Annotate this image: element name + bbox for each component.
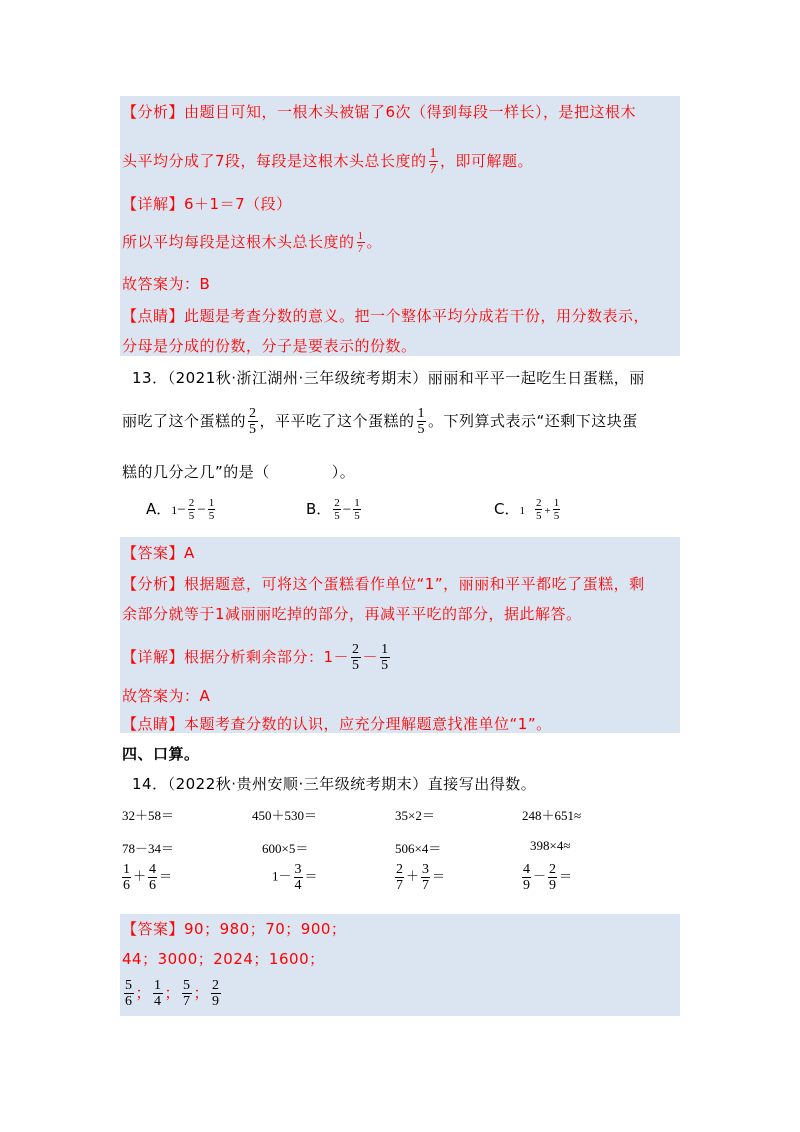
calc-r1c3: 35×2＝ xyxy=(395,808,435,823)
q14-answer-line3: $\frac{5}{6}$ ； $\frac{1}{4}$ ； $\frac{5}{7}$ ； $\frac{2}{9}$ xyxy=(125,978,220,1009)
q12-comment-line1: 【点睛】此题是考查分数的意义。把一个整体平均分成若干份，用分数表示， xyxy=(122,307,650,325)
calc-r3c3: $\frac{2}{7}$ ＋ $\frac{3}{7}$ ＝ xyxy=(396,862,446,893)
calc-r1c2: 450＋530＝ xyxy=(252,808,318,823)
calc-r3c1: $\frac{1}{6}$ ＋ $\frac{4}{6}$ ＝ xyxy=(123,862,173,893)
q12-so-line: 所以平均每段是这根木头总长度的 $\frac{1}{7}$ 。 xyxy=(122,230,383,255)
fraction-1-7: $\frac{1}{7}$ xyxy=(429,146,438,177)
q13-analysis-line2: 余部分就等于1减丽丽吃掉的部分，再减平平吃的部分，据此解答。 xyxy=(122,605,582,623)
q12-comment-line2: 分母是分成的份数，分子是要表示的份数。 xyxy=(122,337,417,355)
q12-detail: 【详解】6＋1＝7（段） xyxy=(122,195,292,213)
q13-analysis-line1: 【分析】根据题意，可将这个蛋糕看作单位“1”，丽丽和平平都吃了蛋糕，剩 xyxy=(122,575,645,593)
q13-comment: 【点睛】本题考查分数的认识，应充分理解题意找准单位“1”。 xyxy=(122,715,552,733)
q12-answer: 故答案为：B xyxy=(122,275,211,293)
option-b: B． $\frac{2}{5}$ − $\frac{1}{5}$ xyxy=(306,497,360,522)
calc-r1c4: 248＋651≈ xyxy=(522,808,582,823)
q13-question-line3: 糕的几分之几”的是（ ）。 xyxy=(122,463,356,481)
q13-detail: 【详解】根据分析剩余部分：1－ $\frac{2}{5}$ － $\frac{1}{5}$ xyxy=(122,642,389,673)
calc-r3c2: 1－ $\frac{3}{4}$ ＝ xyxy=(272,862,318,893)
calc-r2c1: 78－34＝ xyxy=(122,841,175,856)
calc-r2c2: 600×5＝ xyxy=(262,841,309,856)
q13-answer-label: 【答案】A xyxy=(122,544,195,562)
calc-r2c3: 506×4＝ xyxy=(395,841,442,856)
section-heading: 四、口算。 xyxy=(122,745,200,763)
q13-question-line2: 丽吃了这个蛋糕的 $\frac{2}{5}$ ，平平吃了这个蛋糕的 $\frac{1}{5}$ 。下列算式表示“还剩下这块蛋 xyxy=(122,406,638,437)
calc-r2c4: 398×4≈ xyxy=(530,838,571,853)
q14-answer-line1: 【答案】90；980；70；900； xyxy=(122,920,347,938)
q13-answer: 故答案为：A xyxy=(122,687,211,705)
calc-r3c4: $\frac{4}{9}$ － $\frac{2}{9}$ ＝ xyxy=(523,862,573,893)
q14-question: 14．（2022秋·贵州安顺·三年级统考期末）直接写出得数。 xyxy=(132,775,537,793)
calc-r1c1: 32＋58＝ xyxy=(122,808,175,823)
option-c: C．1 $\frac{2}{5}$ + $\frac{1}{5}$ xyxy=(494,497,560,522)
q12-analysis-line2: 头平均分成了7段，每段是这根木头总长度的 $\frac{1}{7}$ ，即可解题。 xyxy=(122,146,534,177)
q12-analysis-line1: 【分析】由题目可知，一根木头被锯了6次（得到每段一样长），是把这根木 xyxy=(122,103,637,121)
option-a: A．1− $\frac{2}{5}$ − $\frac{1}{5}$ xyxy=(146,497,215,522)
q14-answer-line2: 44；3000；2024；1600； xyxy=(122,950,325,968)
q13-question-line1: 13．（2021秋·浙江湖州·三年级统考期末）丽丽和平平一起吃生日蛋糕，丽 xyxy=(132,369,645,387)
